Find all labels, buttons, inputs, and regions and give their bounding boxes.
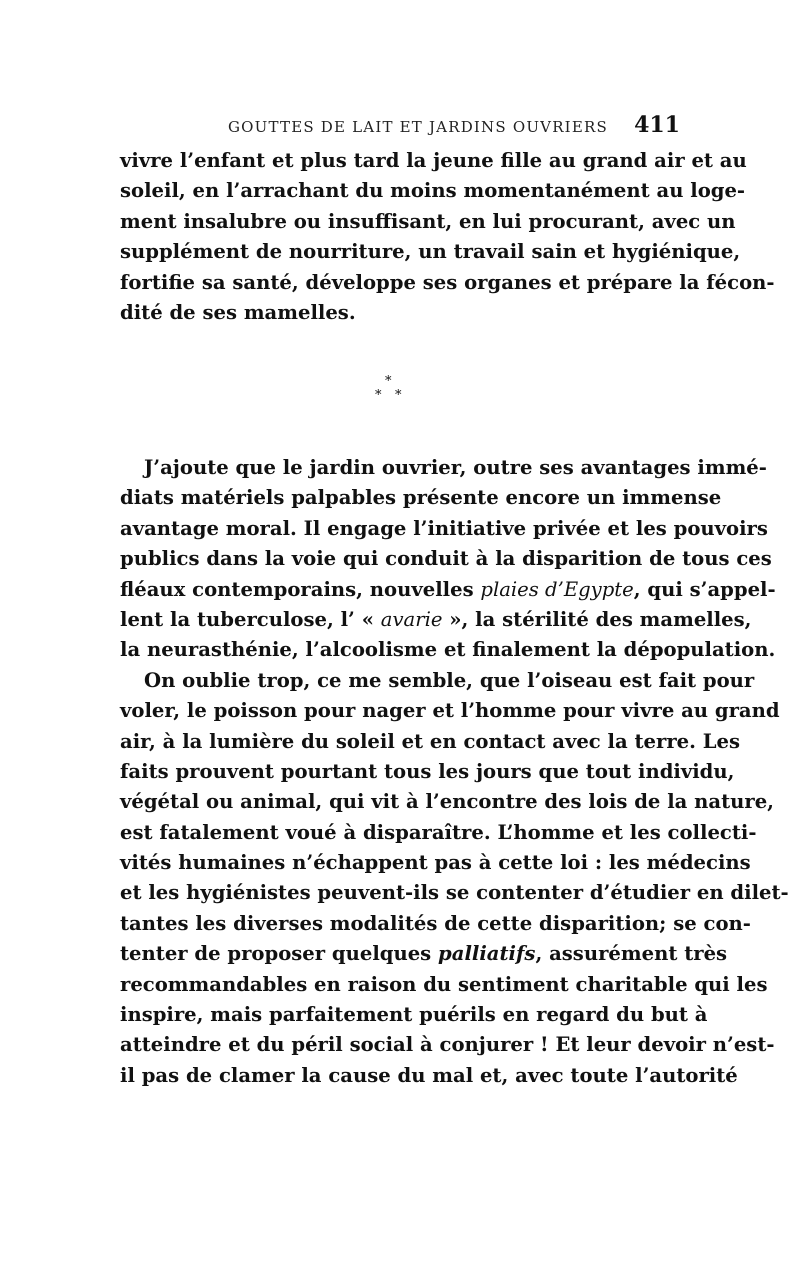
text-line: soleil, en l’arrachant du moins momentanément au loge- [120, 179, 746, 203]
text-line: fortifie sa santé, développe ses organes et prépare la fécon- [120, 270, 775, 294]
asterism-star: * [395, 388, 402, 403]
paragraph-jardin-ouvrier [120, 453, 776, 666]
text-line: atteindre et du péril social à conjurer ! Et leur devoir n’est- [120, 1033, 775, 1057]
text-segment: », la stérilité des mamelles, [442, 607, 752, 631]
text-segment: lent la tuberculose, l’ « [120, 607, 381, 631]
page-number: 411 [634, 112, 680, 138]
text-line: faits prouvent pourtant tous les jours que tout individu, [120, 759, 735, 783]
text-line: ment insalubre ou insuffisant, en lui procurant, avec un [120, 209, 736, 233]
text-line: voler, le poisson pour nager et l’homme pour vivre au grand [120, 699, 780, 723]
italic-phrase: avarie [380, 607, 443, 631]
text-line: J’ajoute que le jardin ouvrier, outre ses avantages immé- [144, 456, 767, 479]
paragraph-continuation [120, 146, 775, 328]
text-line: air, à la lumière du soleil et en contact avec la terre. Les [120, 729, 741, 753]
text-line [120, 575, 776, 605]
italic-phrase: palliatifs [438, 942, 536, 966]
text-line: végétal ou animal, qui vit à l’encontre des lois de la nature, [120, 790, 774, 814]
text-line: vivre l’enfant et plus tard la jeune fille au grand air et au [120, 149, 747, 172]
text-line: la neurasthénie, l’alcoolisme et finalement la dépopulation. [120, 638, 776, 662]
main-text [120, 453, 789, 1091]
text-line [120, 939, 728, 969]
running-header [120, 112, 682, 142]
text-segment: fléaux contemporains, nouvelles [120, 577, 481, 601]
text-line: est fatalement voué à disparaître. L’homme et les collecti- [120, 820, 757, 844]
asterism-separator [367, 374, 417, 408]
italic-phrase: plaies d’Egypte [480, 577, 634, 601]
text-line [120, 605, 752, 635]
text-line: il pas de clamer la cause du mal et, avec toute l’autorité [120, 1063, 738, 1087]
text-segment: , assurément très [535, 942, 728, 966]
text-line: inspire, mais parfaitement puérils en regard du but à [120, 1003, 708, 1027]
text-line: avantage moral. Il engage l’initiative privée et les pouvoirs [120, 516, 768, 540]
asterism-star: * [375, 388, 382, 403]
paragraph-oiseau [120, 666, 789, 1091]
text-segment: , qui s’appel- [633, 577, 776, 601]
running-title: GOUTTES DE LAIT ET JARDINS OUVRIERS [228, 118, 608, 136]
text-line: tantes les diverses modalités de cette disparition; se con- [120, 911, 751, 935]
text-line: vités humaines n’échappent pas à cette loi : les médecins [120, 851, 751, 875]
text-line: On oublie trop, ce me semble, que l’oiseau est fait pour [144, 668, 755, 692]
asterism-star: * [385, 374, 392, 389]
text-line: dité de ses mamelles. [120, 300, 356, 324]
text-line: publics dans la voie qui conduit à la disparition de tous ces [120, 547, 772, 571]
text-line: recommandables en raison du sentiment charitable qui les [120, 972, 768, 996]
text-segment: tenter de proposer quelques [120, 942, 439, 966]
text-line: diats matériels palpables présente encore un immense [120, 486, 722, 510]
text-line: et les hygiénistes peuvent-ils se contenter d’étudier en dilet- [120, 881, 789, 905]
text-line: supplément de nourriture, un travail sain et hygiénique, [120, 240, 741, 264]
